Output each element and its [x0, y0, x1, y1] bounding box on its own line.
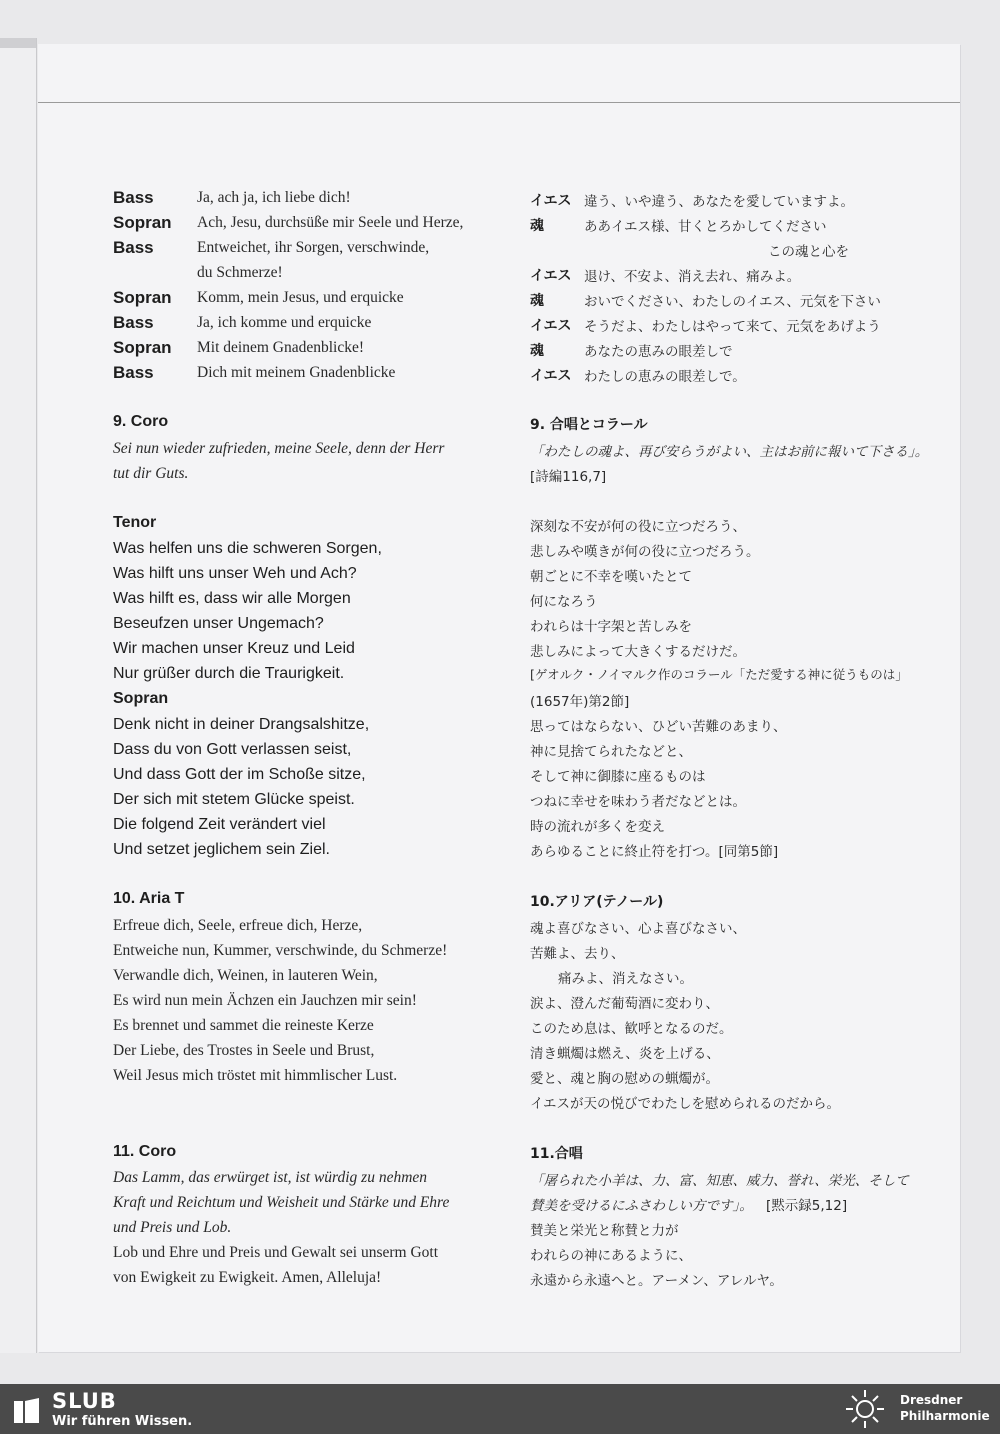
reference: [黙示録5,12] [766, 1198, 848, 1214]
speaker-label: 魂 [530, 343, 544, 359]
dialog-line: Komm, mein Jesus, und erquicke [197, 289, 404, 306]
speaker-label: 魂 [530, 293, 544, 309]
verse-line: 賛美と栄光と称賛と力が [530, 1223, 679, 1239]
verse-line: Was hilft es, dass wir alle Morgen [113, 590, 351, 607]
verse-line: 痛みよ、消えなさい。 [558, 971, 693, 987]
page-edge-stripe [0, 38, 36, 48]
section-heading: 10.アリア(テノール) [530, 894, 664, 910]
dialog-line: Ja, ich komme und erquicke [197, 314, 372, 331]
dialog-line: Mit deinem Gnadenblicke! [197, 339, 365, 356]
speaker-label: Bass [113, 363, 154, 382]
philharmonie-name-line2: Philharmonie [900, 1409, 990, 1423]
header-rule [38, 102, 960, 103]
verse-line: 涙よ、澄んだ葡萄酒に変わり、 [530, 996, 719, 1012]
speaker-label: 魂 [530, 218, 544, 234]
previous-page-edge [0, 38, 37, 1353]
dialog-line: あなたの恵みの眼差しで [584, 344, 733, 360]
verse-line: 思ってはならない、ひどい苦難のあまり、 [530, 719, 787, 735]
speaker-label: Sopran [113, 288, 172, 307]
italic-line: 「わたしの魂よ、再び安らうがよい、主はお前に報いて下さる」。 [530, 444, 929, 460]
voice-heading: Tenor [113, 514, 157, 531]
verse-line: 清き蝋燭は燃え、炎を上げる、 [530, 1046, 720, 1062]
dialog-line: ああイエス様、甘くとろかしてください [584, 219, 827, 235]
speaker-label: Sopran [113, 213, 172, 232]
section-heading: 11.合唱 [530, 1146, 583, 1162]
speaker-label: イエス [530, 268, 572, 284]
dialog-line: 退け、不安よ、消え去れ、痛みよ。 [584, 269, 801, 285]
verse-line: われらは十字架と苦しみを [530, 619, 692, 635]
verse-line: Der sich mit stetem Glücke speist. [113, 791, 355, 808]
reference: [詩編116,7] [530, 469, 607, 485]
dialog-line: わたしの恵みの眼差しで。 [584, 369, 746, 385]
italic-line: Sei nun wieder zufrieden, meine Seele, denn der Herr [113, 440, 445, 457]
verse-line: 悲しみや嘆きが何の役に立つだろう。 [530, 544, 760, 560]
section-heading: 9. Coro [113, 413, 169, 430]
speaker-label: イエス [530, 318, 572, 334]
dialog-line: Ach, Jesu, durchsüße mir Seele und Herze, [197, 214, 464, 231]
speaker-label: Bass [113, 188, 154, 207]
verse-line: Der Liebe, des Trostes in Seele und Brust, [113, 1042, 375, 1059]
verse-line: Lob und Ehre und Preis und Gewalt sei unserm Gott [113, 1244, 439, 1261]
verse-line: 神に見捨てられたなどと、 [530, 744, 692, 760]
philharmonie-name-line1: Dresdner [900, 1393, 963, 1407]
verse-line: 時の流れが多くを変え [530, 819, 665, 835]
section-heading: 10. Aria T [113, 890, 185, 907]
verse-line: 何になろう [530, 594, 598, 610]
italic-line: Kraft und Reichtum und Weisheit und Stärke und Ehre [113, 1194, 450, 1211]
italic-line: Das Lamm, das erwürget ist, ist würdig zu nehmen [113, 1169, 428, 1186]
verse-line: 苦難よ、去り、 [530, 946, 625, 962]
verse-line: そして神に御膝に座るものは [530, 769, 706, 785]
dialog-line: おいでください、わたしのイエス、元気を下さい [584, 294, 881, 310]
speaker-label: Sopran [113, 338, 172, 357]
italic-line: 「屠られた小羊は、力、富、知恵、威力、誉れ、栄光、そして [530, 1173, 909, 1189]
libretto-page [38, 44, 960, 1352]
voice-heading: Sopran [113, 690, 169, 707]
italic-line: tut dir Guts. [113, 465, 189, 482]
verse-line: 愛と、魂と胸の慰めの蝋燭が。 [530, 1071, 719, 1087]
verse-line: あらゆることに終止符を打つ。[同第5節] [530, 844, 779, 860]
verse-line: このため息は、歓呼となるのだ。 [530, 1021, 733, 1037]
reference: (1657年)第2節] [530, 694, 630, 710]
verse-line: Und setzet jeglichem sein Ziel. [113, 841, 330, 858]
reference: [ゲオルク・ノイマルク作のコラール「ただ愛する神に従うものは」 [530, 667, 908, 682]
italic-line: und Preis und Lob. [113, 1219, 232, 1236]
speaker-label: Bass [113, 238, 154, 257]
slub-logo-icon [14, 1398, 40, 1424]
verse-line: 悲しみによって大きくするだけだ。 [530, 644, 746, 660]
slub-tagline: Wir führen Wissen. [52, 1414, 193, 1429]
italic-line: 賛美を受けるにふさわしい方です」。 [530, 1198, 753, 1214]
verse-line: Beseufzen unser Ungemach? [113, 615, 324, 632]
dialog-line: そうだよ、わたしはやって来て、元気をあげよう [584, 319, 881, 335]
verse-line: Wir machen unser Kreuz und Leid [113, 640, 355, 657]
verse-line: Verwandle dich, Weinen, in lauteren Wein, [113, 967, 378, 984]
section-heading: 11. Coro [113, 1143, 177, 1160]
speaker-label: イエス [530, 368, 572, 384]
verse-line: 魂よ喜びなさい、心よ喜びなさい、 [530, 921, 746, 937]
verse-line: Und dass Gott der im Schoße sitze, [113, 766, 366, 783]
speaker-label: Bass [113, 313, 154, 332]
verse-line: Die folgend Zeit verändert viel [113, 816, 326, 833]
dialog-line: この魂と心を [768, 244, 849, 260]
verse-line: Was helfen uns die schweren Sorgen, [113, 540, 382, 557]
verse-line: Was hilft uns unser Weh und Ach? [113, 565, 357, 582]
footer-bar [0, 1384, 1000, 1434]
verse-line: イエスが天の悦びでわたしを慰められるのだから。 [530, 1096, 840, 1112]
verse-line: von Ewigkeit zu Ewigkeit. Amen, Alleluja! [113, 1269, 382, 1286]
verse-line: Dass du von Gott verlassen seist, [113, 741, 352, 758]
verse-line: Entweiche nun, Kummer, verschwinde, du Schmerze! [113, 942, 448, 959]
verse-line: 永遠から永遠へと。アーメン、アレルヤ。 [530, 1273, 783, 1289]
dresdner-philharmonie-logo-icon [840, 1388, 890, 1430]
dialog-line: Dich mit meinem Gnadenblicke [197, 364, 396, 381]
speaker-label: イエス [530, 193, 572, 209]
verse-line: Weil Jesus mich tröstet mit himmlischer Lust. [113, 1067, 398, 1084]
verse-line: Es wird nun mein Ächzen ein Jauchzen mir sein! [113, 992, 417, 1009]
verse-line: われらの神にあるように、 [530, 1248, 692, 1264]
dialog-line: Entweichet, ihr Sorgen, verschwinde, [197, 239, 430, 256]
verse-line: Denk nicht in deiner Drangsalshitze, [113, 716, 370, 733]
section-heading: 9. 合唱とコラール [530, 417, 648, 433]
verse-line: Erfreue dich, Seele, erfreue dich, Herze, [113, 917, 363, 934]
verse-line: つねに幸せを味わう者だなどとは。 [530, 794, 746, 810]
verse-line: 深刻な不安が何の役に立つだろう、 [530, 519, 746, 535]
verse-line: Es brennet und sammet die reineste Kerze [113, 1017, 374, 1034]
verse-line: 朝ごとに不幸を嘆いたとて [530, 569, 692, 585]
dialog-line: 違う、いや違う、あなたを愛していますよ。 [584, 194, 854, 210]
dialog-line: Ja, ach ja, ich liebe dich! [197, 189, 351, 206]
dialog-line: du Schmerze! [197, 264, 283, 281]
slub-name: SLUB [52, 1389, 117, 1413]
verse-line: Nur grüßer durch die Traurigkeit. [113, 665, 345, 682]
